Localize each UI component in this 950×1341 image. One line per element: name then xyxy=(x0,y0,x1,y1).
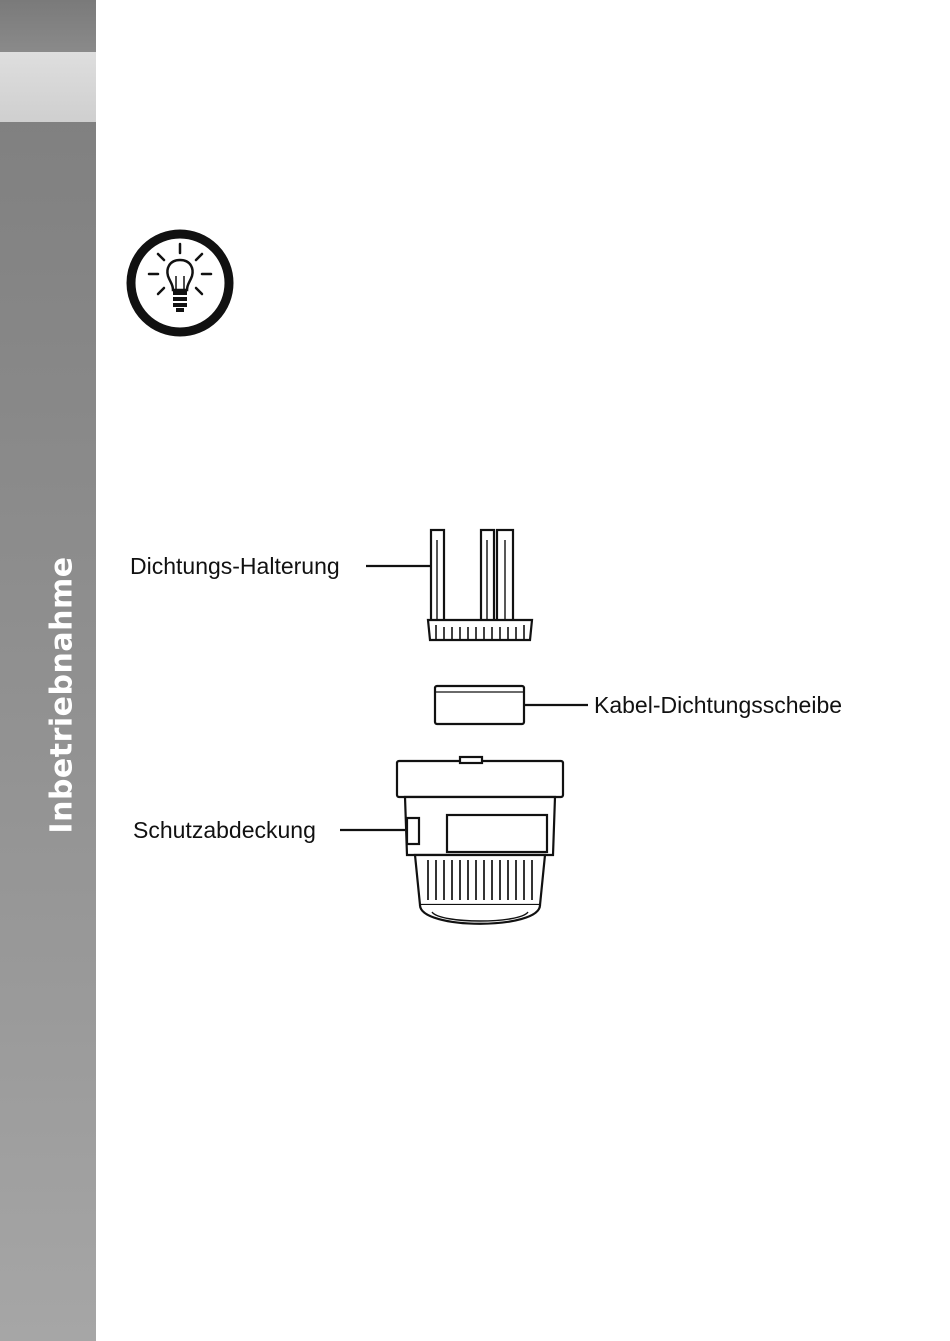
seal-holder-part xyxy=(428,530,532,640)
protective-cover-part xyxy=(397,757,563,924)
label-cable-seal-disc: Kabel-Dichtungsscheibe xyxy=(594,692,843,718)
cable-seal-disc-part xyxy=(435,686,524,724)
label-protective-cover: Schutzabdeckung xyxy=(133,817,316,843)
section-label: Inbetriebnahme xyxy=(44,556,80,834)
label-seal-holder: Dichtungs-Halterung xyxy=(130,553,340,579)
